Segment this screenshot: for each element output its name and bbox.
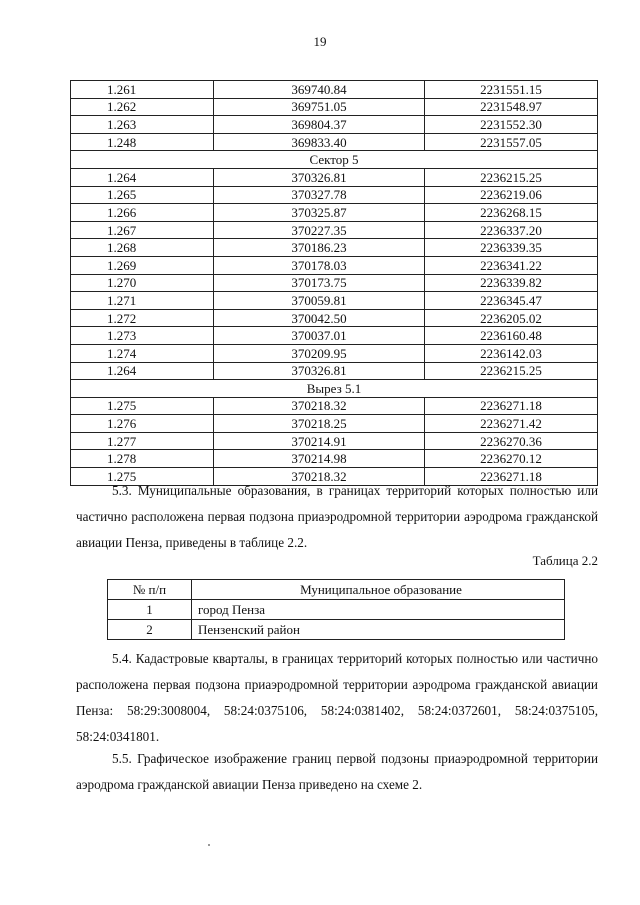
y-coordinate: 2236219.06 <box>425 186 598 204</box>
table-row <box>71 204 598 222</box>
x-coordinate: 370326.81 <box>214 362 425 380</box>
municipalities-table <box>107 579 565 640</box>
point-number: 1.265 <box>71 186 214 204</box>
point-number: 1.264 <box>71 168 214 186</box>
x-coordinate: 370327.78 <box>214 186 425 204</box>
table-row <box>108 620 565 640</box>
point-number: 1.266 <box>71 204 214 222</box>
point-number: 1.269 <box>71 256 214 274</box>
point-number: 1.278 <box>71 450 214 468</box>
row-number: 2 <box>108 620 192 640</box>
table-header-row <box>108 580 565 600</box>
point-number: 1.275 <box>71 468 214 486</box>
paragraph-5-4 <box>76 646 598 750</box>
section-row <box>71 151 598 169</box>
table-row <box>71 116 598 134</box>
x-coordinate: 370325.87 <box>214 204 425 222</box>
table-row <box>71 397 598 415</box>
x-coordinate: 370209.95 <box>214 344 425 362</box>
table-row <box>71 81 598 99</box>
table-row <box>108 600 565 620</box>
point-number: 1.248 <box>71 133 214 151</box>
y-coordinate: 2236341.22 <box>425 256 598 274</box>
header-number: № п/п <box>108 580 192 600</box>
header-municipality: Муниципальное образование <box>192 580 565 600</box>
table-row <box>71 133 598 151</box>
point-number: 1.262 <box>71 98 214 116</box>
x-coordinate: 370218.32 <box>214 397 425 415</box>
paragraph-5-5 <box>76 746 598 798</box>
x-coordinate: 370173.75 <box>214 274 425 292</box>
point-number: 1.275 <box>71 397 214 415</box>
y-coordinate: 2236345.47 <box>425 292 598 310</box>
y-coordinate: 2236205.02 <box>425 309 598 327</box>
table-row <box>71 344 598 362</box>
y-coordinate: 2236271.42 <box>425 415 598 433</box>
x-coordinate: 370178.03 <box>214 256 425 274</box>
table-row <box>71 327 598 345</box>
point-number: 1.276 <box>71 415 214 433</box>
table-2-2-caption: Таблица 2.2 <box>532 553 598 568</box>
section-label: Вырез 5.1 <box>71 380 598 398</box>
point-number: 1.277 <box>71 432 214 450</box>
point-number: 1.271 <box>71 292 214 310</box>
y-coordinate: 2236270.36 <box>425 432 598 450</box>
x-coordinate: 369804.37 <box>214 116 425 134</box>
x-coordinate: 369833.40 <box>214 133 425 151</box>
y-coordinate: 2236339.35 <box>425 239 598 257</box>
y-coordinate: 2231551.15 <box>425 81 598 99</box>
y-coordinate: 2236215.25 <box>425 168 598 186</box>
section-label: Сектор 5 <box>71 151 598 169</box>
x-coordinate: 370218.25 <box>214 415 425 433</box>
y-coordinate: 2236337.20 <box>425 221 598 239</box>
y-coordinate: 2236268.15 <box>425 204 598 222</box>
page-number: 19 <box>313 34 327 49</box>
x-coordinate: 370186.23 <box>214 239 425 257</box>
y-coordinate: 2231552.30 <box>425 116 598 134</box>
y-coordinate: 2236339.82 <box>425 274 598 292</box>
x-coordinate: 370214.98 <box>214 450 425 468</box>
point-number: 1.267 <box>71 221 214 239</box>
y-coordinate: 2236215.25 <box>425 362 598 380</box>
coordinates-table <box>70 80 598 486</box>
y-coordinate: 2231548.97 <box>425 98 598 116</box>
y-coordinate: 2231557.05 <box>425 133 598 151</box>
x-coordinate: 370326.81 <box>214 168 425 186</box>
x-coordinate: 369751.05 <box>214 98 425 116</box>
x-coordinate: 370059.81 <box>214 292 425 310</box>
table-row <box>71 168 598 186</box>
row-municipality: город Пенза <box>192 600 565 620</box>
table-row <box>71 186 598 204</box>
point-number: 1.273 <box>71 327 214 345</box>
table-row <box>71 450 598 468</box>
x-coordinate: 370218.32 <box>214 468 425 486</box>
point-number: 1.274 <box>71 344 214 362</box>
paragraph-5-3-text: 5.3. Муниципальные образования, в границах территорий которых полностью или частично расположена первая подзона приаэродромной территории аэродрома гражданской авиации Пенза, приведены в таблице 2.2. <box>76 483 598 550</box>
table-row <box>71 432 598 450</box>
y-coordinate: 2236160.48 <box>425 327 598 345</box>
y-coordinate: 2236271.18 <box>425 397 598 415</box>
point-number: 1.261 <box>71 81 214 99</box>
x-coordinate: 370037.01 <box>214 327 425 345</box>
x-coordinate: 370042.50 <box>214 309 425 327</box>
paragraph-5-4-text: 5.4. Кадастровые кварталы, в границах территорий которых полностью или частично расположена первая подзона приаэродромной территории аэродрома гражданской авиации Пенза: 58:29:3008004, 58:24:0375106, 58:24:0381402, 58:24:0372601, 58:24:0375105, 58:24:0341801. <box>76 651 598 744</box>
y-coordinate: 2236142.03 <box>425 344 598 362</box>
x-coordinate: 369740.84 <box>214 81 425 99</box>
table-row <box>71 221 598 239</box>
y-coordinate: 2236271.18 <box>425 468 598 486</box>
table-row <box>71 292 598 310</box>
point-number: 1.264 <box>71 362 214 380</box>
table-row <box>71 256 598 274</box>
row-municipality: Пензенский район <box>192 620 565 640</box>
point-number: 1.272 <box>71 309 214 327</box>
paragraph-5-5-text: 5.5. Графическое изображение границ первой подзоны приаэродромной территории аэродрома гражданской авиации Пенза приведено на схеме 2. <box>76 751 598 792</box>
table-row <box>71 362 598 380</box>
table-row <box>71 239 598 257</box>
table-row <box>71 309 598 327</box>
row-number: 1 <box>108 600 192 620</box>
x-coordinate: 370227.35 <box>214 221 425 239</box>
table-row <box>71 274 598 292</box>
section-row <box>71 380 598 398</box>
point-number: 1.263 <box>71 116 214 134</box>
point-number: 1.270 <box>71 274 214 292</box>
table-row <box>71 98 598 116</box>
y-coordinate: 2236270.12 <box>425 450 598 468</box>
point-number: 1.268 <box>71 239 214 257</box>
scan-speck <box>208 844 210 846</box>
paragraph-5-3 <box>76 478 598 556</box>
table-row <box>71 415 598 433</box>
x-coordinate: 370214.91 <box>214 432 425 450</box>
